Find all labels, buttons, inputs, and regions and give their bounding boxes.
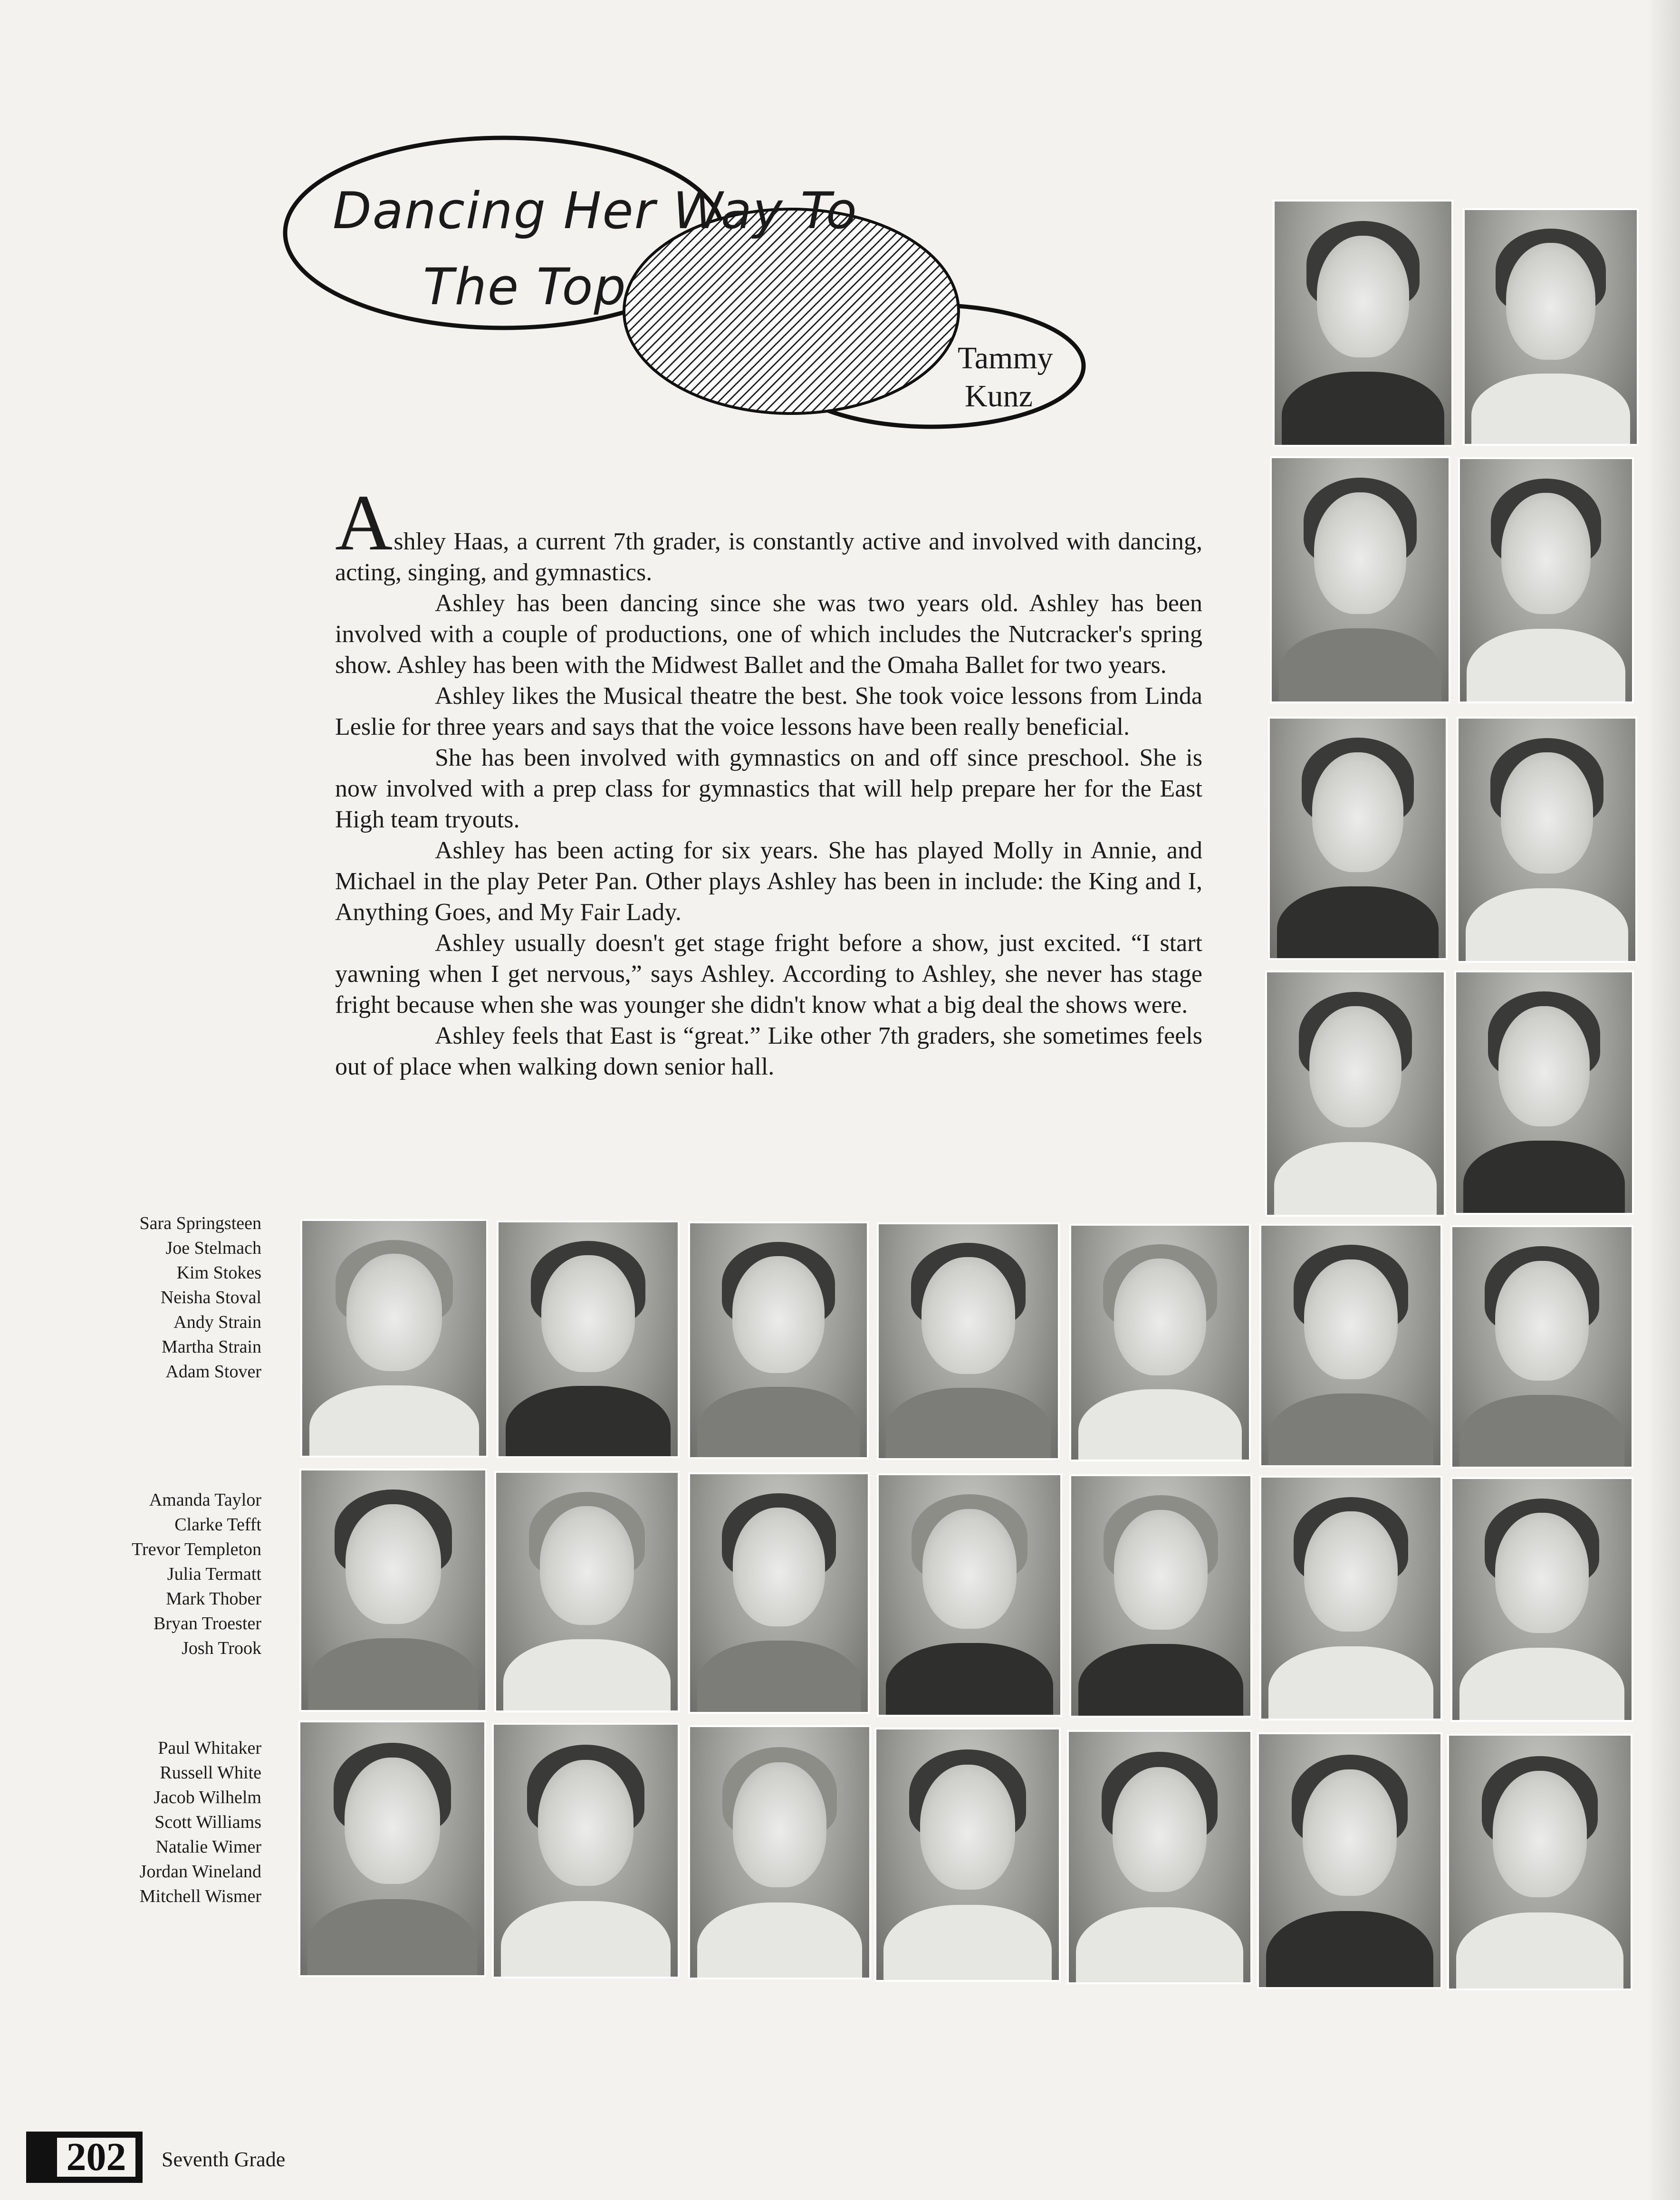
portrait-photo [497, 1220, 680, 1458]
portrait-photo [300, 1219, 488, 1458]
article-paragraph-5: Ashley has been acting for six years. She has played Molly in Annie, and Michael in the play Peter Pan. Other plays Ashley has been in include: the King and I, Anything Goes, and My Fair Lady. [335, 837, 1202, 926]
byline-last-name: Kunz [965, 379, 1033, 413]
student-name: Scott Williams [154, 1812, 261, 1832]
portrait-photo [877, 1473, 1062, 1717]
portrait-photo [1450, 1477, 1633, 1722]
student-name: Sara Springsteen [139, 1213, 261, 1233]
article-paragraph-2: Ashley has been dancing since she was two years old. Ashley has been involved with a couple of productions, one of which includes the Nutcracker's spring show. Ashley has been with the Midwest Ballet and the Omaha Ballet for two years. [335, 590, 1202, 679]
student-name: Andy Strain [173, 1312, 261, 1332]
portrait-photo [298, 1720, 486, 1977]
portrait-photo [1270, 456, 1450, 703]
student-name: Mark Thober [166, 1589, 261, 1609]
portrait-photo [1463, 208, 1639, 446]
page-number: 202 [55, 2135, 138, 2179]
portrait-photo [1265, 970, 1446, 1217]
portrait-photo [1454, 970, 1634, 1215]
article-paragraph-1: Ashley Haas, a current 7th grader, is constantly active and involved with dancing, acting, singing, and gymnastics. [335, 479, 1202, 586]
byline-first-name: Tammy [958, 341, 1053, 375]
student-name: Julia Termatt [167, 1564, 261, 1584]
article-paragraph-4: She has been involved with gymnastics on and off since preschool. She is now involved with a prep class for gymnastics that will help prepare her for the East High team tryouts. [335, 744, 1202, 833]
portrait-photo [688, 1472, 870, 1714]
portrait-photo [1069, 1474, 1252, 1718]
portrait-photo [874, 1728, 1061, 1982]
article-paragraph-3: Ashley likes the Musical theatre the best. She took voice lessons from Linda Leslie for three years and says that the voice lessons have been really beneficial. [335, 682, 1202, 740]
headline-line-1: Dancing Her Way To [333, 182, 858, 240]
student-name: Neisha Stoval [160, 1287, 261, 1307]
student-name: Kim Stokes [176, 1263, 261, 1283]
name-list-row-1 [62, 1211, 261, 1384]
student-name: Paul Whitaker [158, 1738, 261, 1758]
portrait-photo [1273, 200, 1453, 447]
portrait-photo [299, 1469, 487, 1712]
portrait-photo [1457, 717, 1637, 963]
article-paragraph-6: Ashley usually doesn't get stage fright before a show, just excited. “I start yawning when I get nervous,” says Ashley. According to Ashley, she never has stage fright because when she was younger she didn't know what a big deal the shows were. [335, 930, 1202, 1018]
student-name: Trevor Templeton [132, 1539, 261, 1559]
portrait-photo [1257, 1732, 1442, 1989]
portrait-photo [1268, 717, 1448, 960]
feature-article [335, 479, 1202, 1082]
portrait-photo [494, 1471, 680, 1712]
page-binding-shadow [1647, 0, 1680, 2200]
drop-cap: A [335, 479, 393, 567]
portrait-photo [1067, 1730, 1252, 1984]
student-name: Clarke Tefft [174, 1515, 261, 1535]
name-list-row-3 [62, 1736, 261, 1909]
student-name: Jordan Wineland [139, 1862, 261, 1882]
student-name: Joe Stelmach [165, 1238, 261, 1258]
name-list-row-2 [62, 1488, 261, 1661]
student-name: Russell White [160, 1763, 261, 1783]
student-name: Adam Stover [165, 1362, 261, 1382]
portrait-photo [1069, 1224, 1251, 1461]
section-label: Seventh Grade [162, 2148, 286, 2171]
student-name: Amanda Taylor [149, 1490, 261, 1510]
title-graphic [280, 133, 1093, 447]
portrait-photo [1259, 1224, 1442, 1467]
portrait-photo [688, 1221, 869, 1459]
portrait-photo [1447, 1734, 1632, 1990]
student-name: Martha Strain [161, 1337, 261, 1357]
article-paragraph-7: Ashley feels that East is “great.” Like other 7th graders, she sometimes feels out of place when walking down senior hall. [335, 1022, 1202, 1080]
student-name: Jacob Wilhelm [154, 1787, 261, 1807]
portrait-photo [877, 1222, 1060, 1460]
student-name: Josh Trook [182, 1638, 261, 1658]
headline-line-2: The Top [423, 258, 627, 316]
portrait-photo [688, 1725, 871, 1979]
portrait-photo [1259, 1476, 1442, 1720]
portrait-photo [1450, 1225, 1633, 1469]
portrait-photo [492, 1723, 680, 1979]
portrait-photo [1458, 457, 1634, 703]
student-name: Natalie Wimer [155, 1837, 261, 1857]
student-name: Bryan Troester [154, 1614, 261, 1633]
page-number-box [26, 2132, 143, 2183]
student-name: Mitchell Wismer [139, 1886, 261, 1906]
